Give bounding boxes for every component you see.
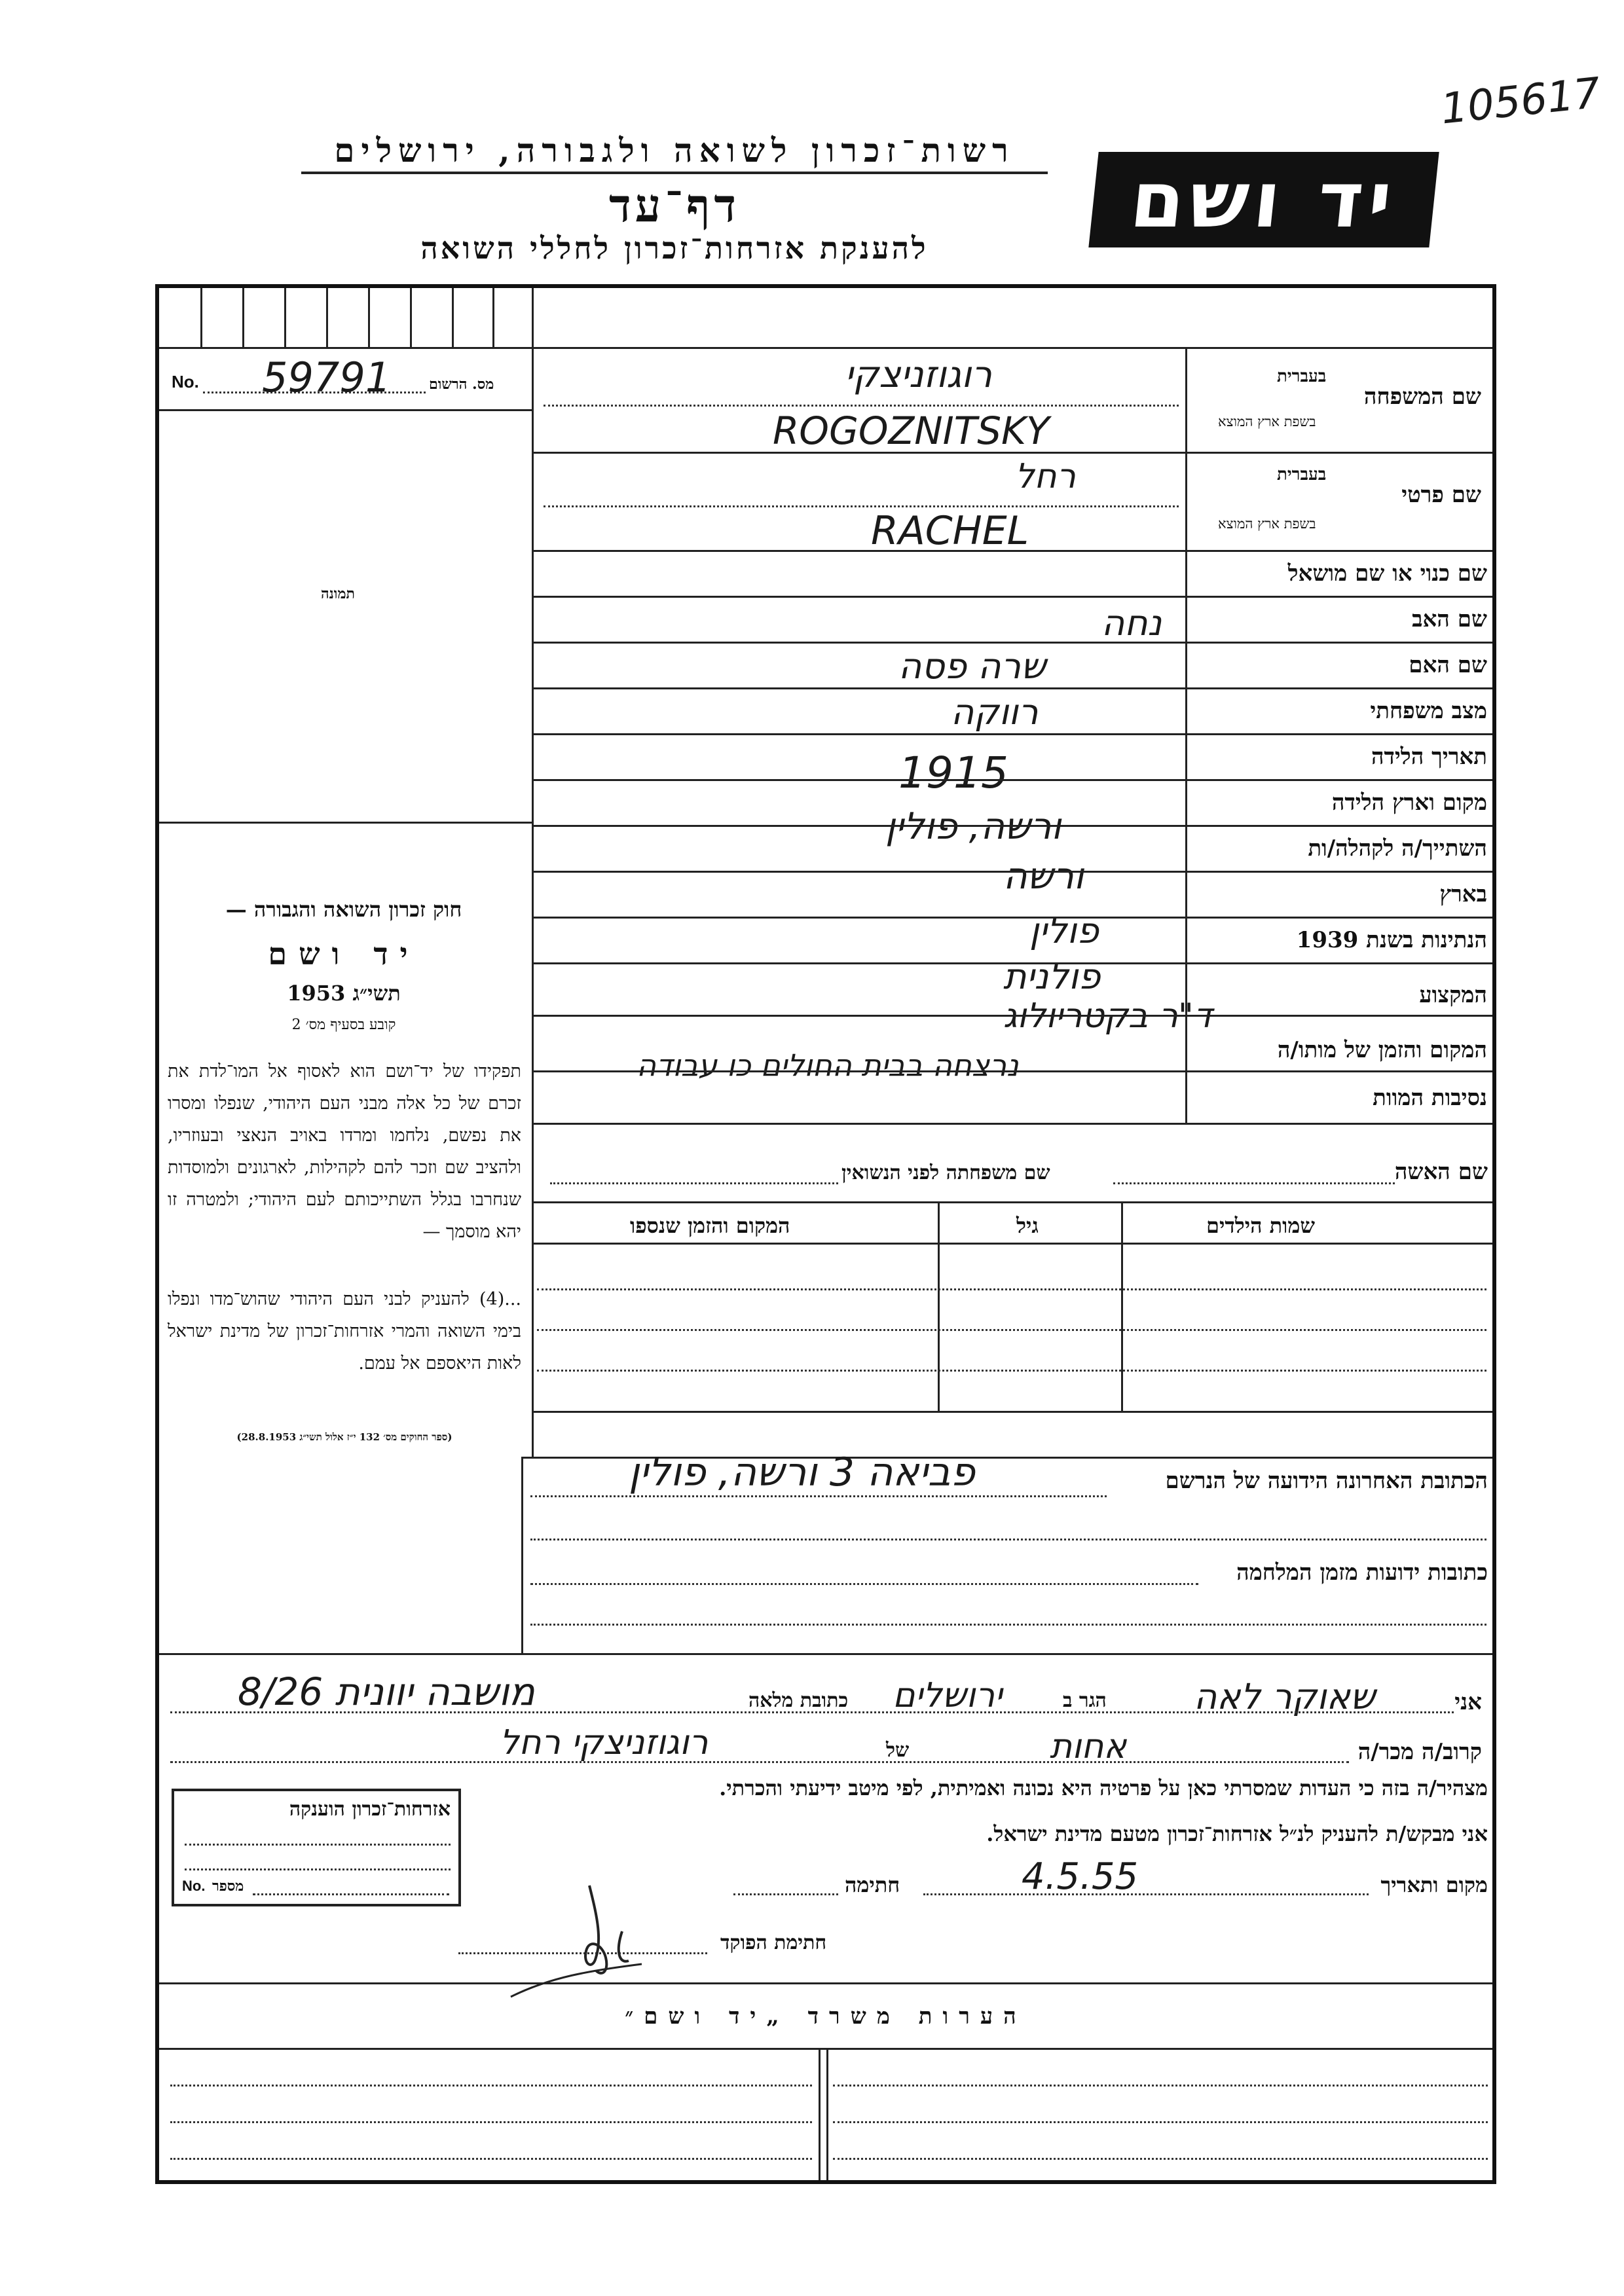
children-table <box>532 1201 1492 1411</box>
country-label: בארץ <box>1439 881 1487 907</box>
family-status-label: מצב משפחתי <box>1370 698 1487 724</box>
table-row[interactable] <box>537 1288 1486 1290</box>
profession-value[interactable]: ד"ר בקטריולוג <box>1003 996 1213 1036</box>
nickname-row <box>532 550 1492 596</box>
officer-signature-label: חתימת הפוקד <box>720 1931 827 1954</box>
children-place-header: המקום והזמן שנספו <box>630 1213 790 1238</box>
last-address-label: הכתובת האחרונה הידועה של הנרשם <box>1165 1468 1488 1494</box>
family-name-hebrew-value[interactable]: רוגוזניצקי <box>845 354 993 396</box>
registration-label: מס. הרשום <box>429 376 494 393</box>
form-title: דף־עד <box>608 178 740 232</box>
first-name-label-cell <box>1185 452 1486 550</box>
yad-vashem-logo: יד ושם <box>1088 152 1439 247</box>
father-name-label: שם האב <box>1412 606 1487 632</box>
table-row[interactable] <box>537 1329 1486 1331</box>
table-row[interactable] <box>537 1370 1486 1372</box>
declarant-i-label: אני <box>1454 1689 1482 1715</box>
first-name-latin-value[interactable]: RACHEL <box>871 508 1029 554</box>
photo-label: תמונה <box>321 585 355 602</box>
declarant-name[interactable]: שאוקר לאה <box>1194 1676 1376 1717</box>
of-label: של <box>886 1739 910 1762</box>
family-name-label-cell <box>1185 347 1486 445</box>
nickname-label: שם כנוי או שם מושאל <box>1287 560 1487 587</box>
declaration-request: אני מבקש/ת להעניק לנ״ל אזרחות־זכרון מטעם מדינת ישראל. <box>986 1821 1488 1846</box>
mother-row <box>532 642 1492 687</box>
first-name-origin-tag: בשפת ארץ המוצא <box>1218 516 1316 532</box>
death-circumstances-row <box>532 1070 1492 1123</box>
profession-label: המקצוע <box>1419 982 1487 1008</box>
community-value[interactable]: ורשה <box>1003 855 1084 898</box>
declaration-statement: מצהיר/ה בזה כי העדות שמסרתי כאן על פרטיה היא נכונה ואמיתית, לפי מיטב ידיעתי והכרתי. <box>719 1776 1488 1800</box>
children-names-header: שמות הילדים <box>1206 1213 1315 1238</box>
citizenship-box-title: אזרחות־זכרון הוענקה <box>289 1798 451 1821</box>
relation-value[interactable]: אחות <box>1050 1727 1127 1766</box>
family-status-value[interactable]: רווקה <box>951 691 1039 733</box>
citizenship-granted-box <box>172 1789 461 1906</box>
law-paragraph-1: תפקידו של יד־ושם הוא לאסוף אל המו־לדת את זכרם של כל אלה מבני העם היהודי, שנפלו ומסרו את נפשם, נלחמו ומרדו באויב הנאצי ובעוזריו, ולהציב שם וזכר להם לקהילות, לארגונים ולמוסדות שנחרבו בגלל השתייכותם לעם היהודי; ולמטרה זו יהא מוסמך — <box>168 1061 521 1242</box>
citizenship-box-number-label: מספר <box>212 1878 244 1895</box>
law-paragraph-2: ...(4) להעניק לבני העם היהודי שהוש־מדו ונפלו בימי השואה והמרי אזרחות־זכרון של מדינת ישראל לאות היאספם אל עמם. <box>168 1289 521 1374</box>
children-age-header: גיל <box>1016 1213 1039 1238</box>
first-name-label: שם פרטי <box>1401 482 1481 508</box>
wife-maiden-label: שם משפחתה לפני הנשואין <box>841 1161 1050 1184</box>
citizenship-1939-label: הנתינות בשנת 1939 <box>1296 927 1487 953</box>
death-place-value[interactable]: נרצחה בבית החולים כו עבודה <box>637 1048 1019 1083</box>
office-notes-title: הערות משרד „יד ושם״ <box>625 2003 1027 2030</box>
family-name-origin-tag: בשפת ארץ המוצא <box>1218 414 1316 429</box>
father-row <box>532 596 1492 642</box>
citizenship-box-no-label: No. <box>182 1878 206 1894</box>
full-address-label: כתובת מלאה <box>748 1689 849 1712</box>
death-place-row <box>532 1015 1492 1083</box>
of-name-value[interactable]: רוגוזניצקי רחל <box>500 1723 709 1762</box>
declarant-address[interactable]: מושבה יוונית 8/26 <box>238 1669 535 1714</box>
resident-city[interactable]: ירושלים <box>893 1676 1003 1715</box>
law-clause: קובע בסעיף מס׳ 2 <box>291 1017 396 1033</box>
mother-name-label: שם האם <box>1409 652 1487 678</box>
birth-place-label: מקום וארץ הלידה <box>1331 790 1487 816</box>
family-name-latin-value[interactable]: ROGOZNITSKY <box>773 409 1050 453</box>
first-name-hebrew-value[interactable]: רחל <box>1015 457 1076 496</box>
birth-place-value[interactable]: ורשה, פולין <box>885 805 1061 848</box>
handwritten-ref-number: 105617 <box>1438 69 1603 134</box>
birth-date-label: תאריך הלידה <box>1371 744 1487 770</box>
profession-row <box>532 962 1492 1036</box>
family-status-row <box>532 687 1492 733</box>
war-address-label: כתובות ידועות מזמן המלחמה <box>1236 1559 1488 1586</box>
resident-label: הגר ב <box>1063 1689 1107 1712</box>
citizenship-1939-value[interactable]: פולנית <box>1003 956 1101 997</box>
family-name-label: שם המשפחה <box>1363 384 1481 410</box>
community-label: השתייך/ה לקהלה/ות <box>1308 835 1487 862</box>
wife-name-label: שם האשה <box>1394 1159 1488 1185</box>
family-name-hebrew-tag: בעברית <box>1277 367 1327 386</box>
death-place-label: המקום והזמן של מותו/ה <box>1277 1037 1487 1063</box>
place-date-value[interactable]: 4.5.55 <box>1022 1855 1139 1898</box>
birth-date-row <box>532 733 1492 798</box>
relative-label: קרוב/ה מכר/ה <box>1357 1739 1482 1765</box>
form-subtitle: להענקת אזרחות־זכרון לחללי השואה <box>420 230 929 266</box>
registration-number: 59791 <box>262 354 392 401</box>
law-footnote: (ספר החוקים מס׳ 132 י״ז אלול תשי״ג 28.8.1953) <box>236 1431 452 1443</box>
first-name-hebrew-tag: בעברית <box>1277 465 1327 484</box>
law-title: חוק זכרון השואה והגבורה — <box>225 897 462 922</box>
death-circumstances-label: נסיבות המוות <box>1373 1085 1487 1111</box>
declaration-line-1 <box>159 1669 1488 1722</box>
birth-place-row <box>532 779 1492 848</box>
law-year: תשי״ג 1953 <box>287 981 401 1006</box>
place-date-label: מקום ותאריך <box>1380 1872 1488 1897</box>
father-name-value[interactable]: נחה <box>1101 602 1162 644</box>
law-name: יד ושם <box>268 936 420 972</box>
country-value[interactable]: פולין <box>1029 910 1099 951</box>
mother-name-value[interactable]: שרה פסה <box>898 646 1046 687</box>
birth-date-value[interactable]: 1915 <box>898 748 1008 798</box>
registration-no-label: No. <box>172 372 199 392</box>
signature-label: חתימה <box>845 1872 900 1897</box>
authority-title: רשות־זכרון לשואה ולגבורה, ירושלים <box>334 131 1015 170</box>
last-address-value[interactable]: פביאה 3 ורשה, פולין <box>629 1449 975 1495</box>
